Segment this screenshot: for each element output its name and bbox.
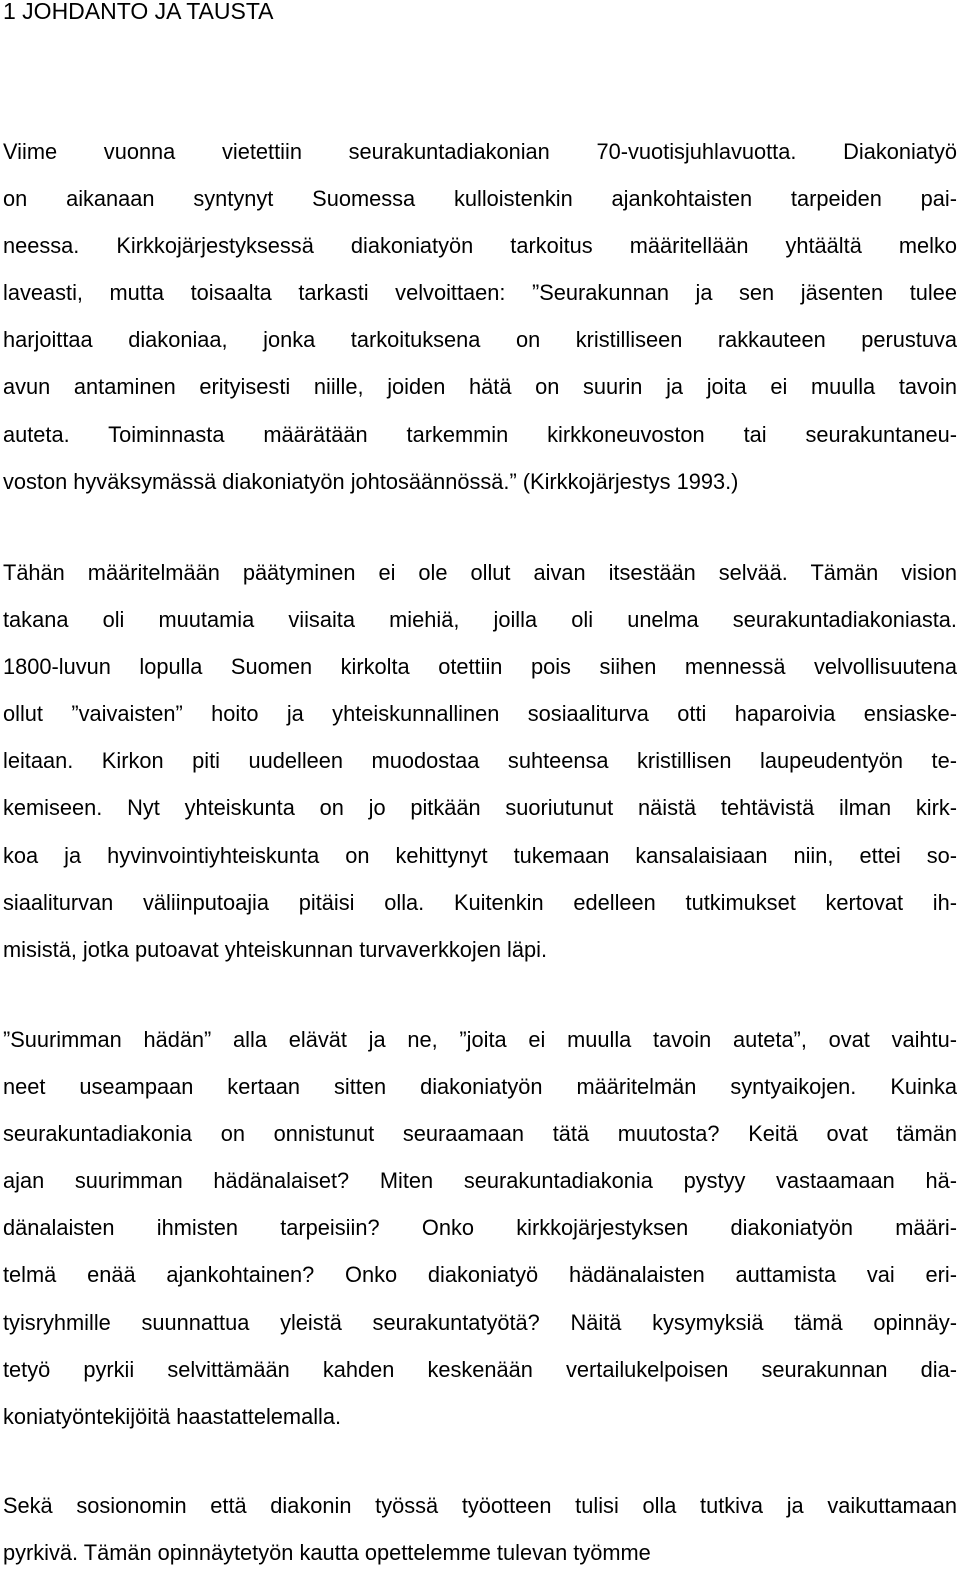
text-line: seurakuntadiakonia on onnistunut seuraamaan tätä muutosta? Keitä ovat tämän — [3, 1121, 957, 1147]
text-line: kemiseen. Nyt yhteiskunta on jo pitkään suoriutunut näistä tehtävistä ilman kirk- — [3, 795, 957, 821]
text-line: auteta. Toiminnasta määrätään tarkemmin kirkkoneuvoston tai seurakuntaneu- — [3, 421, 957, 447]
text-line: siaaliturvan väliinputoajia pitäisi olla. Kuitenkin edelleen tutkimukset kertovat ih- — [3, 889, 957, 915]
text-line: Tähän määritelmään päätyminen ei ole ollut aivan itsestään selvää. Tämän vision — [3, 560, 957, 585]
text-line: ollut ”vaivaisten” hoito ja yhteiskunnallinen sosiaaliturva otti haparoivia ensiaske- — [3, 701, 957, 727]
text-line: neessa. Kirkkojärjestyksessä diakoniatyön tarkoitus määritellään yhtäältä melko — [3, 233, 957, 259]
text-line: on aikanaan syntynyt Suomessa kulloistenkin ajankohtaisten tarpeiden pai- — [3, 186, 957, 212]
chapter-heading: 1 JOHDANTO JA TAUSTA — [3, 0, 274, 24]
text-line: Sekä sosionomin että diakonin työssä työotteen tulisi olla tutkiva ja vaikuttamaan — [3, 1493, 957, 1518]
text-line: dänalaisten ihmisten tarpeisiin? Onko kirkkojärjestyksen diakoniatyön määri- — [3, 1215, 957, 1241]
text-line: koa ja hyvinvointiyhteiskunta on kehittynyt tukemaan kansalaisiaan niin, ettei so- — [3, 842, 957, 868]
paragraph-profession — [3, 1482, 957, 1576]
text-line: koniatyöntekijöitä haastattelemalla. — [3, 1403, 342, 1429]
text-line: ajan suurimman hädänalaiset? Miten seurakuntadiakonia pystyy vastaamaan hä- — [3, 1168, 957, 1194]
text-line: avun antaminen erityisesti niille, joiden hätä on suurin ja joita ei muulla tavoin — [3, 374, 957, 400]
text-line: ”Suurimman hädän” alla elävät ja ne, ”joita ei muulla tavoin auteta”, ovat vaihtu- — [3, 1027, 957, 1052]
text-line: telmä enää ajankohtainen? Onko diakoniatyö hädänalaisten auttamista vai eri- — [3, 1262, 957, 1288]
text-line: misistä, jotka putoavat yhteiskunnan turvaverkkojen läpi. — [3, 936, 547, 962]
text-line: leitaan. Kirkon piti uudelleen muodostaa suhteensa kristillisen laupeudentyön te- — [3, 748, 957, 774]
text-line: harjoittaa diakoniaa, jonka tarkoituksena on kristilliseen rakkauteen perustuva — [3, 327, 957, 353]
text-line: voston hyväksymässä diakoniatyön johtosäännössä.” (Kirkkojärjestys 1993.) — [3, 468, 739, 494]
text-line: neet useampaan kertaan sitten diakoniatyön määritelmän syntyaikojen. Kuinka — [3, 1074, 957, 1100]
paragraph-intro — [3, 128, 957, 505]
text-line: 1800-luvun lopulla Suomen kirkolta otettiin pois siihen mennessä velvollisuutena — [3, 654, 957, 680]
paragraph-history — [3, 549, 957, 973]
text-line: laveasti, mutta toisaalta tarkasti velvoittaen: ”Seurakunnan ja sen jäsenten tulee — [3, 280, 957, 306]
paragraph-questions — [3, 1016, 957, 1440]
text-line: takana oli muutamia viisaita miehiä, joilla oli unelma seurakuntadiakoniasta. — [3, 607, 957, 633]
text-line: tyisryhmille suunnattua yleistä seurakuntatyötä? Näitä kysymyksiä tämä opinnäy- — [3, 1309, 957, 1335]
text-line: tetyö pyrkii selvittämään kahden keskenään vertailukelpoisen seurakunnan dia- — [3, 1356, 957, 1382]
text-line: pyrkivä. Tämän opinnäytetyön kautta opettelemme tulevan työmme — [3, 1540, 651, 1566]
text-line: Viime vuonna vietettiin seurakuntadiakonian 70-vuotisjuhlavuotta. Diakoniatyö — [3, 139, 957, 164]
